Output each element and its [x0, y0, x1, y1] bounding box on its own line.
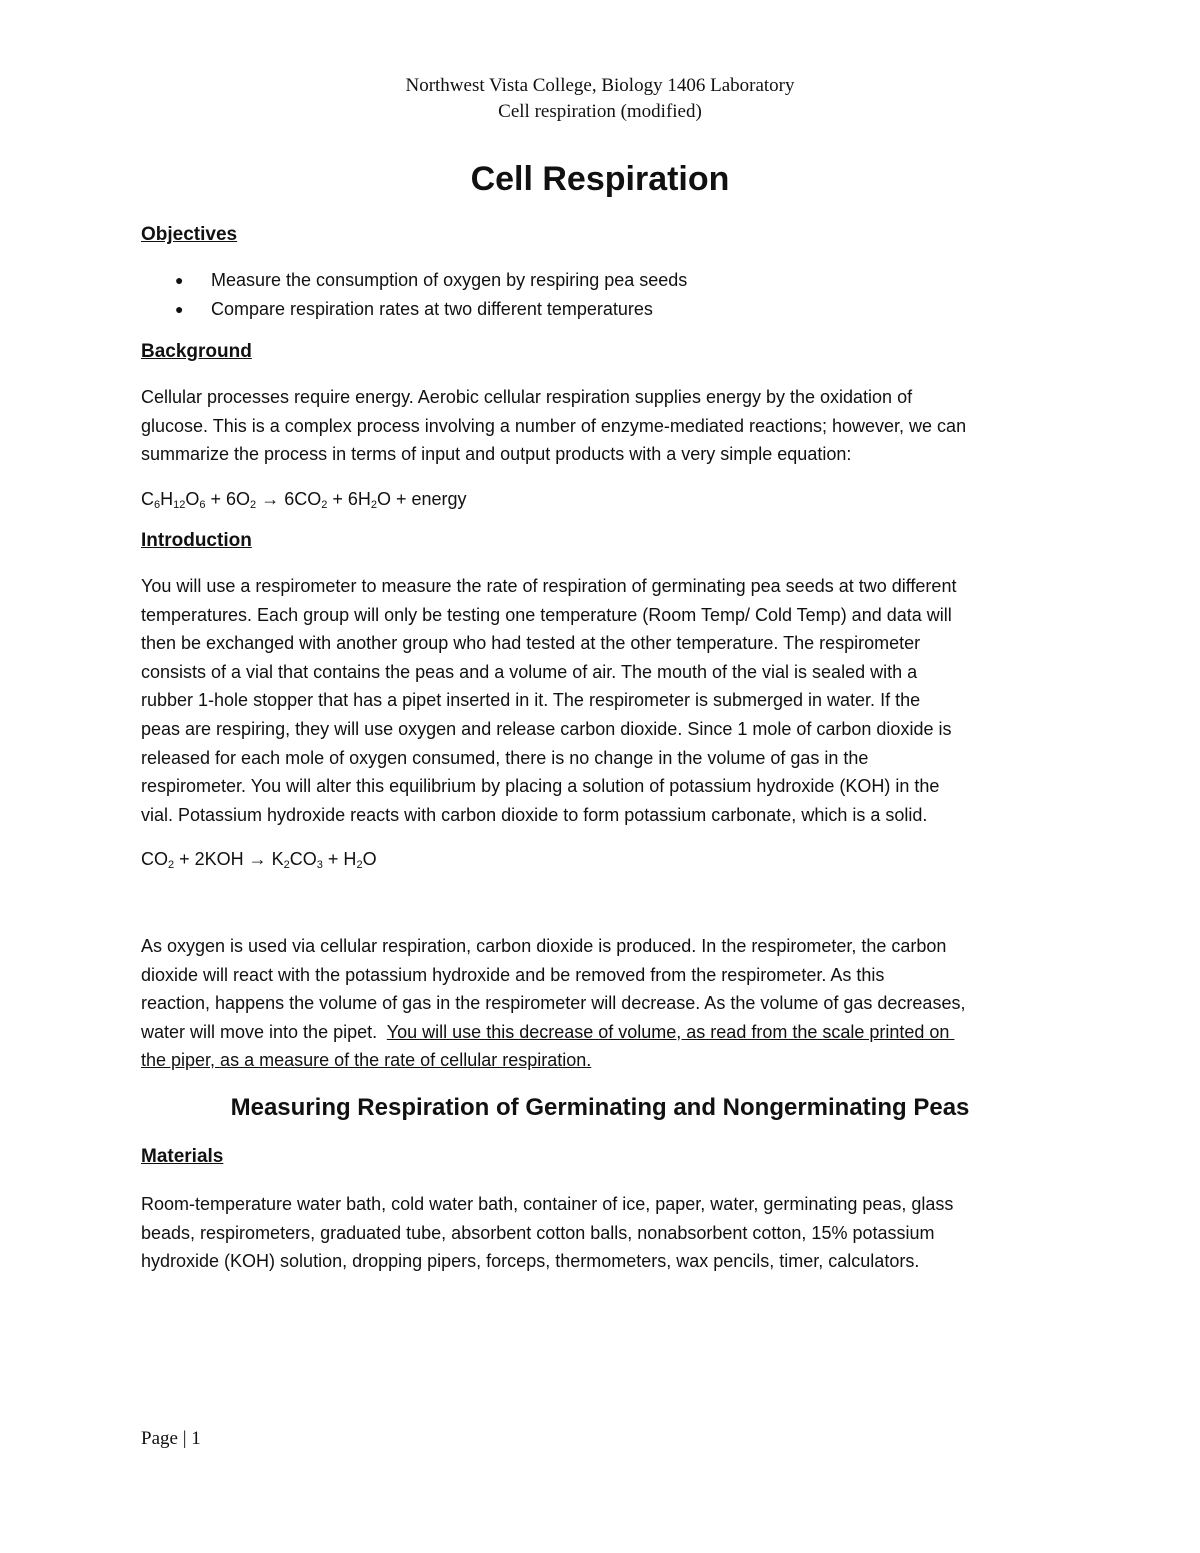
bullet-icon: ●: [175, 272, 184, 288]
header-line-2: Cell respiration (modified): [498, 101, 702, 122]
materials-heading: Materials: [141, 1146, 224, 1167]
materials-line: hydroxide (KOH) solution, dropping pipers, forceps, thermometers, wax pencils, timer, calculators.: [141, 1251, 920, 1272]
objective-text-1: Measure the consumption of oxygen by respiring pea seeds: [211, 270, 688, 290]
introduction-line: consists of a vial that contains the peas and a volume of air. The mouth of the vial is sealed with a: [141, 661, 918, 682]
materials-paragraph: [141, 1190, 1061, 1276]
introduction-line: then be exchanged with another group who had tested at the other temperature. The respirometer: [141, 633, 921, 654]
introduction-line: released for each mole of oxygen consumed, there is no change in the volume of gas in the: [141, 747, 869, 768]
arrow-icon: →: [248, 849, 267, 869]
introduction-heading: Introduction: [141, 530, 252, 551]
koh-equation: $CO_2 + 2KOH \to K_2CO_3 + H_2O$: [141, 849, 377, 871]
introduction-line: water will move into the pipet. You will use this decrease of volume, as read from the scale printed on: [141, 1021, 955, 1042]
materials-line: beads, respirometers, graduated tube, absorbent cotton balls, nonabsorbent cotton, 15% potassium: [141, 1222, 935, 1243]
header-line-1: Northwest Vista College, Biology 1406 Laboratory: [405, 75, 795, 96]
objective-item-2: [175, 295, 653, 323]
background-line: glucose. This is a complex process involving a number of enzyme-mediated reactions; however, we can: [141, 415, 967, 436]
underlined-statement: the piper, as a measure of the rate of cellular respiration.: [141, 1050, 592, 1071]
introduction-line: temperatures. Each group will only be testing one temperature (Room Temp/ Cold Temp) and data will: [141, 604, 952, 625]
respiration-equation: $C_6H_{12}O_6 + 6O_2 \to 6CO_2 + 6H_2O$ + energy: [141, 489, 467, 511]
background-heading: Background: [141, 341, 252, 362]
section-title: Measuring Respiration of Germinating and Nongerminating Peas: [230, 1094, 970, 1121]
arrow-icon: →: [261, 489, 280, 509]
materials-line: Room-temperature water bath, cold water bath, container of ice, paper, water, germinating peas, glass: [141, 1194, 954, 1214]
page-number: 1: [191, 1428, 201, 1449]
background-line: summarize the process in terms of input and output products with a very simple equation:: [141, 444, 852, 465]
introduction-line: reaction, happens the volume of gas in the respirometer will decrease. As the volume of gas decreases,: [141, 993, 966, 1014]
introduction-line: You will use a respirometer to measure the rate of respiration of germinating pea seeds at two different: [141, 576, 957, 596]
introduction-line: vial. Potassium hydroxide reacts with carbon dioxide to form potassium carbonate, which is a solid.: [141, 804, 928, 825]
introduction-line: rubber 1-hole stopper that has a pipet inserted in it. The respirometer is submerged in water. If the: [141, 690, 921, 711]
footer-separator: |: [182, 1428, 187, 1449]
background-line: Cellular processes require energy. Aerobic cellular respiration supplies energy by the oxidation of: [141, 387, 913, 407]
page-footer: [141, 1428, 201, 1450]
document-header: [0, 73, 1200, 125]
introduction-paragraph-2: [141, 932, 1061, 1075]
page-title: Cell Respiration: [470, 160, 730, 198]
introduction-line: peas are respiring, they will use oxygen and release carbon dioxide. Since 1 mole of carbon dioxide is: [141, 718, 952, 739]
introduction-line: As oxygen is used via cellular respiration, carbon dioxide is produced. In the respirometer, the carbon: [141, 936, 947, 956]
introduction-paragraph: [141, 572, 1061, 829]
background-paragraph: [141, 383, 1061, 469]
introduction-line: dioxide will react with the potassium hydroxide and be removed from the respirometer. As this: [141, 964, 885, 985]
underlined-statement: You will use this decrease of volume, as read from the scale printed on: [386, 1021, 955, 1042]
objective-item-1: [175, 266, 687, 294]
bullet-icon: ●: [175, 301, 184, 317]
footer-label: Page: [141, 1428, 178, 1449]
objective-text-2: Compare respiration rates at two different temperatures: [211, 299, 653, 319]
objectives-heading: Objectives: [141, 224, 238, 245]
introduction-line: respirometer. You will alter this equilibrium by placing a solution of potassium hydroxide (KOH) in the: [141, 776, 940, 797]
